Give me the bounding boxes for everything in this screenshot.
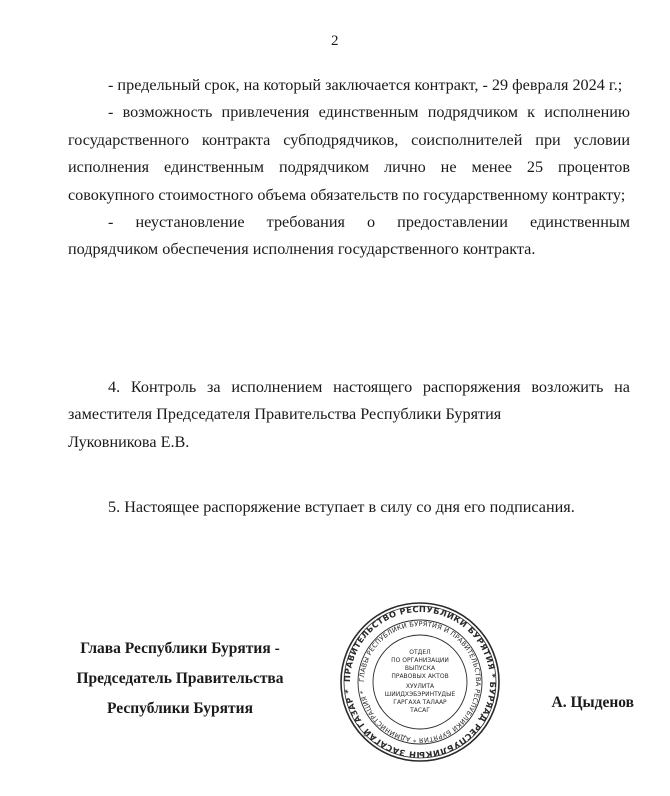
signatory-title xyxy=(30,634,330,724)
paragraph-4-line1: 4. Контроль за исполнением настоящего распоряжения возложить на xyxy=(108,378,630,396)
svg-text:ОТДЕЛ: ОТДЕЛ xyxy=(409,649,431,656)
svg-text:ХУУЛИТА: ХУУЛИТА xyxy=(405,683,435,690)
list-item-security-requirement: - неустановление требования о предоставлении единственным подрядчиком обеспечения исполнения государственного контракта. xyxy=(68,213,630,259)
paragraph-4-line2: заместителя Председателя Правительства Республики Бурятия xyxy=(68,405,502,424)
signatory-title-line3: Республики Бурятия xyxy=(107,700,253,717)
seal-center-text xyxy=(385,649,456,714)
list-section xyxy=(68,72,630,264)
paragraph-5 xyxy=(68,494,630,521)
paragraph-4-line3: Луковникова Е.В. xyxy=(68,432,190,451)
seal-graphic xyxy=(338,600,502,764)
official-seal xyxy=(338,600,502,764)
page-number: 2 xyxy=(331,33,339,49)
seal-inner-text: ГЛАВЫ РЕСПУБЛИКИ БУРЯТИЯ И ПРАВИТЕЛЬСТВА РЕСПУБЛИКИ БУРЯТИЯ * АДМИНИСТРАЦИЯ * xyxy=(357,619,483,745)
svg-text:ГЛАВЫ РЕСПУБЛИКИ БУРЯТИЯ И ПРА xyxy=(358,620,482,744)
svg-text:ВЫПУСКА: ВЫПУСКА xyxy=(404,665,436,672)
svg-text:ТАСАГ: ТАСАГ xyxy=(410,707,430,714)
seal-outer-text: ПРАВИТЕЛЬСТВО РЕСПУБЛИКИ БУРЯТИЯ * БУРЯАД РЕСПУБЛИКЫН ЗАСАГАЙ ГАЗАР * xyxy=(341,603,499,761)
list-item-deadline: - предельный срок, на который заключается контракт, - 29 февраля 2024 г.; xyxy=(108,76,623,94)
svg-text:ШИИДХЭБЭРИНТУДЫЕ: ШИИДХЭБЭРИНТУДЫЕ xyxy=(384,691,456,698)
signatory-name: А. Цыденов xyxy=(551,694,634,711)
signatory-title-line2: Председатель Правительства xyxy=(76,670,284,687)
list-item-subcontractors: - возможность привлечения единственным подрядчиком к исполнению государственного контракта субподрядчиков, соисполнителей при условии исполнения единственным подрядчиком лично не менее 25 процентов совокупного стоимостного объема обязательств по государственному контракту; xyxy=(68,103,630,204)
paragraph-4 xyxy=(68,374,630,456)
svg-text:ПРАВОВЫХ АКТОВ: ПРАВОВЫХ АКТОВ xyxy=(391,673,449,680)
svg-text:ГАРГАХА ТАЛААР: ГАРГАХА ТАЛААР xyxy=(393,699,447,706)
signatory-title-line1: Глава Республики Бурятия - xyxy=(80,640,280,657)
svg-text:ПО ОРГАНИЗАЦИИ: ПО ОРГАНИЗАЦИИ xyxy=(391,657,449,664)
paragraph-5-text: 5. Настоящее распоряжение вступает в силу со дня его подписания. xyxy=(108,498,575,516)
